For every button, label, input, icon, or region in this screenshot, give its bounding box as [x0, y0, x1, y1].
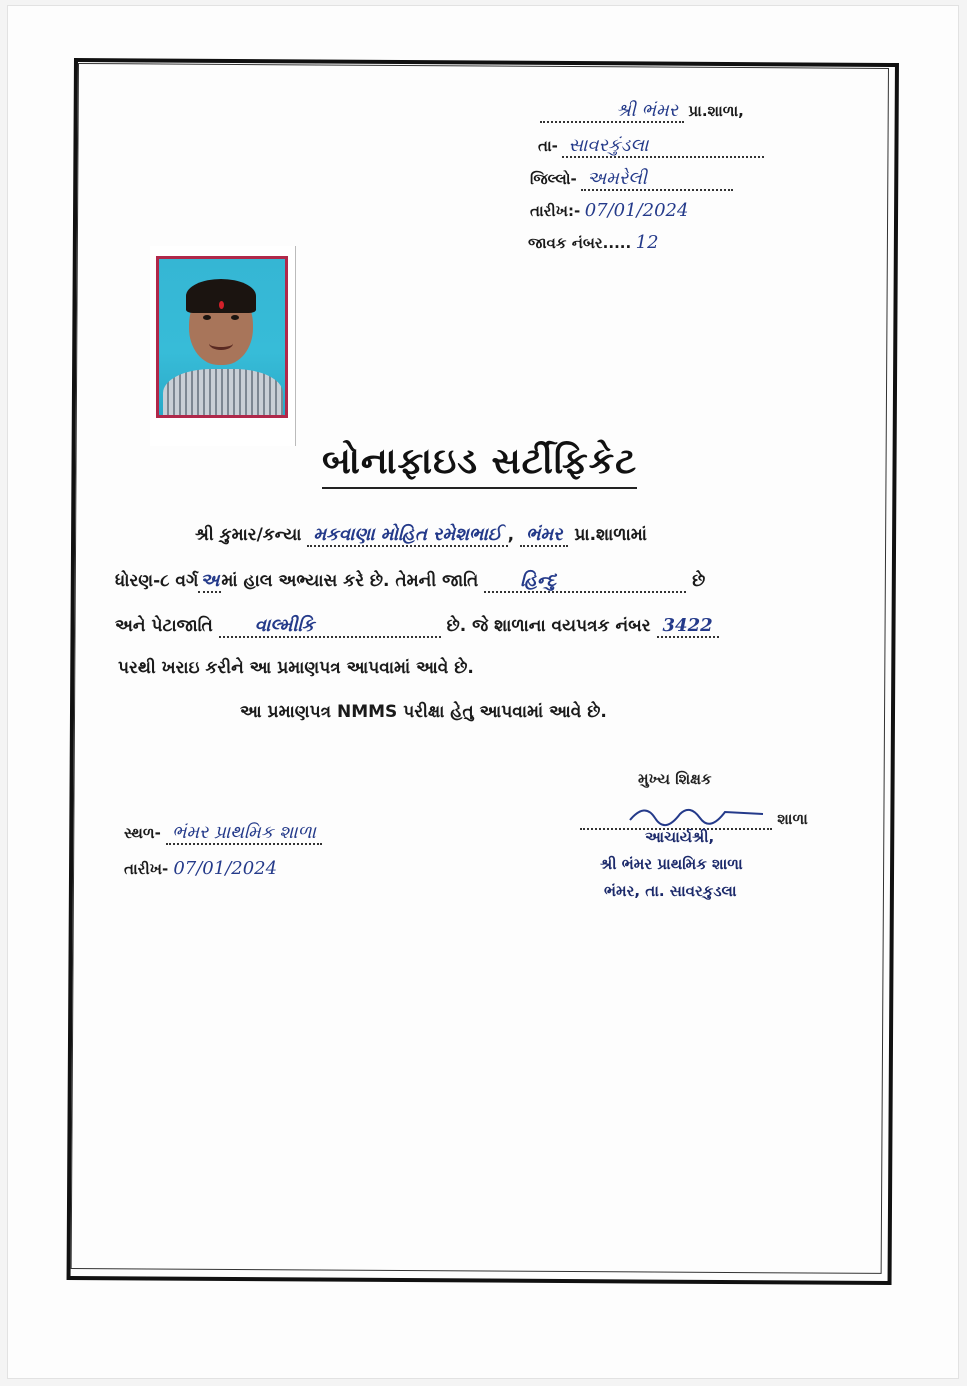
line3-mid: છે. જે શાળાના વયપત્રક નંબર [446, 616, 651, 636]
line2-suffix: છે [692, 571, 706, 591]
school-header-line [540, 100, 744, 123]
outward-value: 12 [635, 232, 659, 253]
district-label: જિલ્લો- [530, 170, 577, 188]
body-line-3 [115, 615, 719, 638]
taluka-line [538, 135, 764, 158]
date-value: 07/01/2024 [584, 200, 689, 221]
stamp-line-3: ભંમર, તા. સાવરકુડલા [604, 882, 737, 900]
body-line-1: શ્રી કુમાર/કન્યા મકવાણા મોહિત રમેશભાઈ , ભંમર પ્રા.શાળામાં [195, 524, 647, 545]
subcaste: વાલ્મીકિ [254, 615, 315, 636]
division: અ [200, 570, 220, 591]
caste: હિન્દુ [520, 570, 557, 591]
place-line [124, 822, 322, 845]
line1-suffix: પ્રા.શાળામાં [574, 525, 647, 545]
school-suffix: પ્રા.શાળા, [688, 102, 744, 120]
school-name-hand: શ્રી ભંમર [616, 100, 678, 121]
district-value: અમરેલી [587, 168, 647, 189]
footer-date-label: તારીખ- [124, 860, 169, 878]
school-name: ભંમર [526, 524, 563, 545]
taluka-value: સાવરકુંડલા [568, 135, 649, 156]
body-line-2 [115, 570, 705, 593]
footer-date-value: 07/01/2024 [173, 858, 278, 879]
line2-mid: માં હાલ અભ્યાસ કરે છે. તેમની જાતિ [221, 571, 479, 591]
footer-date-line [124, 858, 277, 879]
head-teacher-label: મુખ્ય શિક્ષક [638, 770, 712, 788]
line2-prefix: ધોરણ-૮ વર્ગ [115, 571, 199, 591]
line1-prefix: શ્રી કુમાર/કન્યા [195, 525, 302, 545]
body-line-4: પરથી ખરાઇ કરીને આ પ્રમાણપત્ર આપવામાં આવે છે. [118, 658, 474, 678]
student-photo-frame [150, 246, 296, 446]
date-line [530, 200, 688, 221]
certificate-title: બોનાફાઇડ સર્ટીફિકેટ [322, 440, 637, 489]
taluka-label: તા- [538, 137, 558, 155]
date-label: તારીખ:- [530, 202, 581, 220]
student-photo [156, 256, 288, 418]
place-value: ભંમર પ્રાથમિક શાળા [171, 822, 316, 843]
register-no: 3422 [662, 615, 713, 636]
place-label: સ્થળ- [124, 824, 161, 842]
body-line-5: આ પ્રમાણપત્ર NMMS પરીક્ષા હેતુ આપવામાં આવે છે. [240, 702, 607, 722]
student-name: મકવાણા મોહિત રમેશભાઈ [313, 524, 502, 545]
line3-prefix: અને પેટાજાતિ [115, 616, 213, 636]
stamp-line-2: શ્રી ભંમર પ્રાથમિક શાળા [600, 855, 743, 873]
school-word: શાળા [777, 810, 808, 828]
district-line [530, 168, 733, 191]
outward-label: જાવક નંબર..... [528, 234, 632, 252]
signature-line [580, 810, 808, 830]
outward-line [528, 232, 659, 253]
stamp-line-1: આચાર્યશ્રી, [645, 828, 715, 846]
